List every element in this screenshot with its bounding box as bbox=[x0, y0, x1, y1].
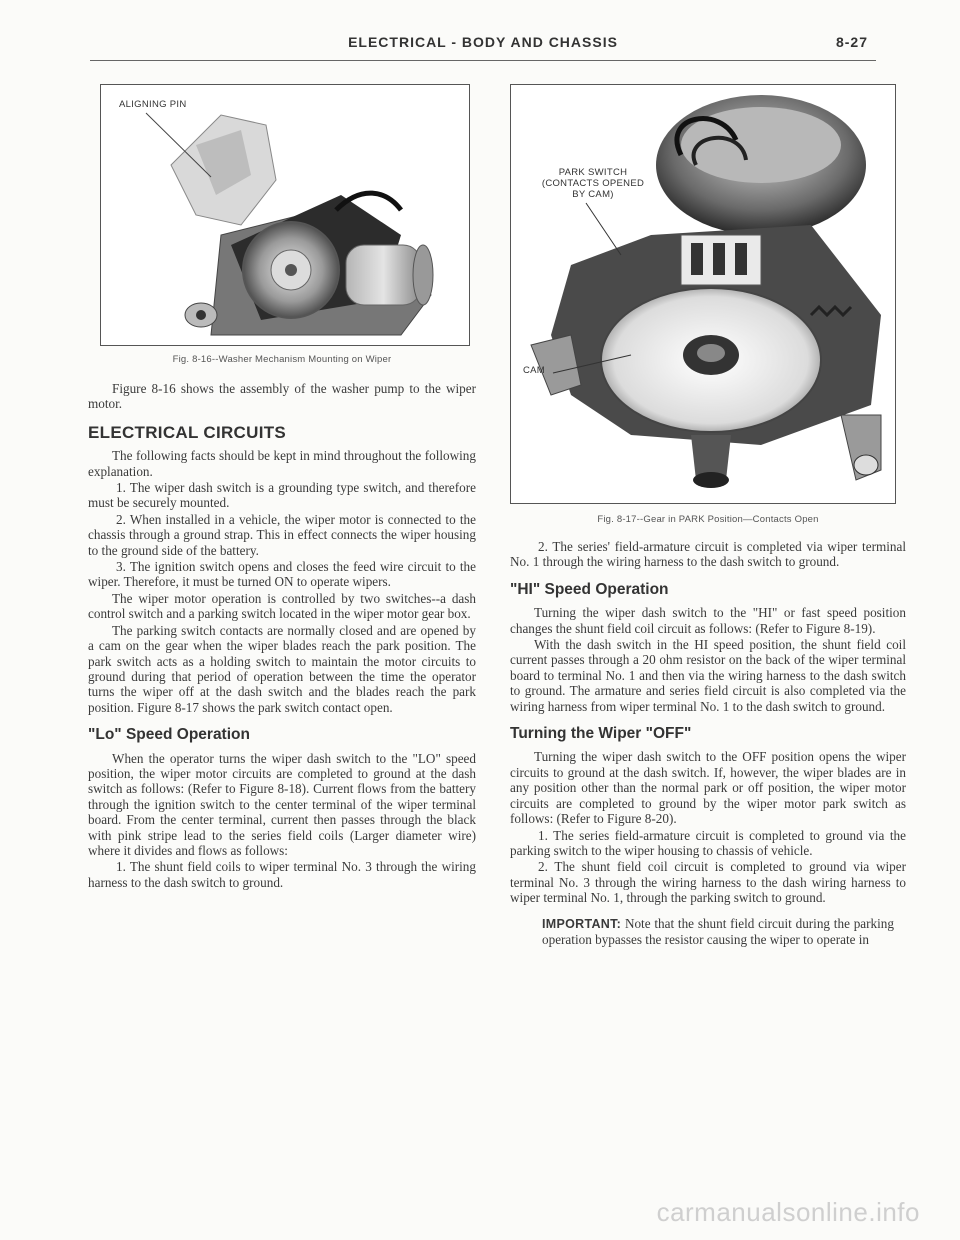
list-item: 3. The ignition switch opens and closes the feed wire circuit to the wiper. Therefore, it must be turned ON to operate wipers. bbox=[88, 559, 476, 590]
park-switch-photo bbox=[511, 85, 896, 504]
callout-park-switch: PARK SWITCH (CONTACTS OPENED BY CAM) bbox=[541, 167, 645, 200]
callout-aligning-pin: ALIGNING PIN bbox=[119, 99, 187, 110]
important-text: Note that the shunt field circuit during the parking operation bypasses the resistor causing the wiper to operate in bbox=[542, 915, 894, 947]
heading-electrical-circuits: ELECTRICAL CIRCUITS bbox=[88, 422, 287, 442]
page-header bbox=[90, 34, 876, 62]
heading-hi-speed: "HI" Speed Operation bbox=[510, 580, 669, 598]
section-title: ELECTRICAL - BODY AND CHASSIS bbox=[348, 34, 618, 50]
left-column bbox=[88, 84, 476, 891]
list-item: 1. The wiper dash switch is a grounding type switch, and therefore must be securely mounted. bbox=[88, 480, 476, 511]
washer-mechanism-photo bbox=[101, 85, 470, 346]
figure-8-16 bbox=[100, 84, 470, 346]
watermark: carmanualsonline.info bbox=[656, 1197, 920, 1227]
list-item: 2. The shunt field coil circuit is completed to ground via wiper terminal No. 3 through the wiring harness to the dash wiring harness to wiper terminal No. 1, through the parking switch to ground. bbox=[510, 859, 906, 906]
important-label: IMPORTANT: bbox=[542, 916, 622, 931]
heading-lo-speed: "Lo" Speed Operation bbox=[88, 726, 250, 744]
paragraph: When the operator turns the wiper dash switch to the "LO" speed position, the wiper motor circuits are completed to ground at the dash switch as follows: (Refer to Figure 8-18). Current flows from the battery through the ignition switch to the center terminal of the wiper terminal board. From the center terminal, current then passes through the black with pink stripe lead to the series field coils (Larger diameter wire) where it divides and flows as follows: bbox=[88, 750, 476, 858]
list-item: 1. The shunt field coils to wiper terminal No. 3 through the wiring harness to the dash switch to ground. bbox=[88, 859, 476, 890]
figure-8-16-caption: Fig. 8-16--Washer Mechanism Mounting on Wiper bbox=[172, 354, 392, 365]
list-item: 1. The series field-armature circuit is completed to ground via the parking switch to the wiper housing to chassis of vehicle. bbox=[510, 827, 906, 858]
paragraph: Turning the wiper dash switch to the "HI" or fast speed position changes the shunt field coil circuit as follows: (Refer to Figure 8-19). bbox=[510, 605, 906, 636]
paragraph: The parking switch contacts are normally closed and are opened by a cam on the gear when the wiper blades reach the park position. The park switch acts as a holding switch to maintain the motor circuits to ground during that period of operation between the time the operator turns the wiper off at the dash switch and the blades reach the park position. Figure 8-17 shows the park switch contact open. bbox=[88, 622, 476, 715]
header-divider bbox=[90, 60, 876, 61]
list-item: 2. When installed in a vehicle, the wiper motor is connected to the chassis through a ground strap. This in effect connects the wiper housing to the ground side of the battery. bbox=[88, 511, 476, 558]
callout-cam: CAM bbox=[523, 365, 546, 376]
paragraph: Turning the wiper dash switch to the OFF position opens the wiper circuits to ground at the dash switch. If, however, the wiper blades are in any position other than the normal park or off position, the wiper motor circuits are completed to ground by the wiper motor park switch as follows: (Refer to Figure 8-20). bbox=[510, 749, 906, 827]
right-column bbox=[510, 84, 906, 947]
important-note bbox=[542, 916, 894, 948]
paragraph: The following facts should be kept in mind throughout the following explanation. bbox=[88, 448, 476, 479]
figure-8-17 bbox=[510, 84, 896, 504]
list-item: 2. The series' field-armature circuit is completed via wiper terminal No. 1 through the wiring harness to the dash switch to ground. bbox=[510, 539, 906, 570]
heading-wiper-off: Turning the Wiper "OFF" bbox=[510, 725, 692, 743]
page-number: 8-27 bbox=[835, 34, 868, 50]
figure-8-17-caption: Fig. 8-17--Gear in PARK Position—Contacts Open bbox=[597, 514, 819, 525]
paragraph: The wiper motor operation is controlled by two switches--a dash control switch and a parking switch located in the wiper motor gear box. bbox=[88, 590, 476, 622]
paragraph: Figure 8-16 shows the assembly of the washer pump to the wiper motor. bbox=[88, 381, 476, 412]
paragraph: With the dash switch in the HI speed position, the shunt field coil current passes through a 20 ohm resistor on the back of the wiper terminal board to terminal No. 1 and then via the wiring harness to the dash switch to ground. The armature and series field circuit is also completed via the wiring harness from wiper terminal No. 1 to the dash switch to ground. bbox=[510, 637, 906, 714]
